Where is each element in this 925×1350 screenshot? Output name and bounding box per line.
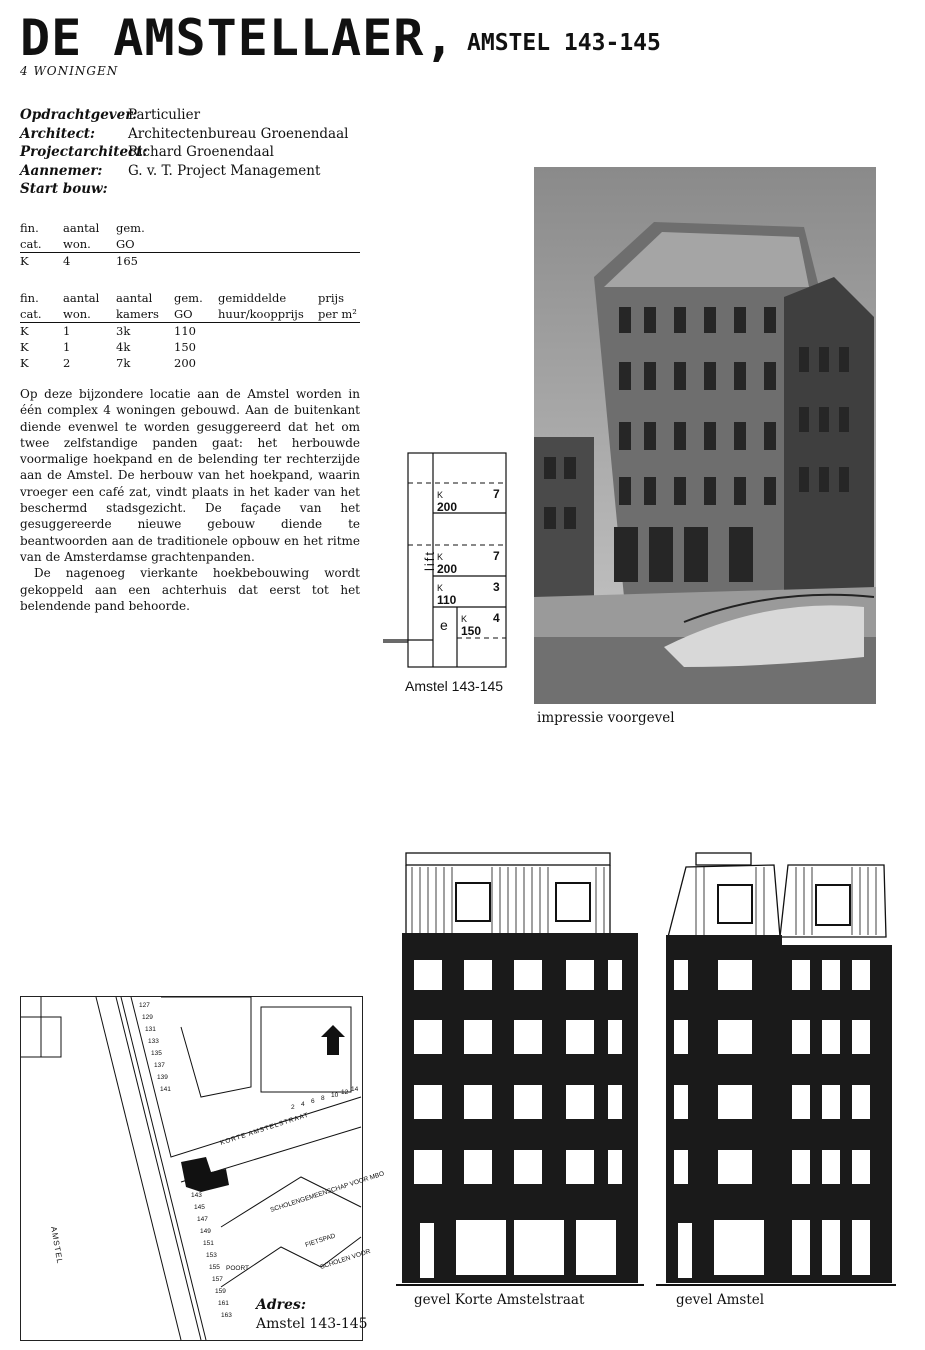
table-header bbox=[20, 220, 360, 253]
map-number: 157 bbox=[212, 1276, 223, 1283]
section-caption: Amstel 143-145 bbox=[405, 678, 504, 694]
map-school-label: SCHOLENGEMEENSCHAP VOOR MBO bbox=[269, 1170, 386, 1214]
map-number: 149 bbox=[200, 1228, 211, 1235]
header-cell: prijs per m² bbox=[318, 291, 357, 321]
map-number: 145 bbox=[194, 1204, 205, 1211]
map-number: 139 bbox=[157, 1074, 168, 1081]
map-school2-label: SCHOLEN VOOR bbox=[319, 1248, 372, 1271]
header-cell: aantal won. bbox=[63, 291, 100, 321]
map-number: 135 bbox=[151, 1050, 162, 1057]
map-number: 131 bbox=[145, 1026, 156, 1033]
description-text bbox=[20, 386, 360, 614]
map-number: 153 bbox=[206, 1252, 217, 1259]
map-number: 159 bbox=[215, 1288, 226, 1295]
map-bike-label: FIETSPAD bbox=[304, 1232, 337, 1249]
page-address: AMSTEL 143-145 bbox=[467, 30, 661, 56]
map-street-label: KORTE AMSTELSTRAAT bbox=[219, 1111, 310, 1147]
map-number: 4 bbox=[301, 1101, 305, 1108]
facade-impression-image bbox=[534, 167, 876, 704]
table-header bbox=[20, 290, 360, 323]
credits-list bbox=[20, 106, 348, 199]
entrance-label: e bbox=[440, 617, 448, 633]
header-cell: gem. GO bbox=[116, 221, 145, 251]
credit-key: Start bouw: bbox=[20, 181, 108, 197]
elevation-left-caption: gevel Korte Amstelstraat bbox=[414, 1292, 585, 1308]
map-number: 133 bbox=[148, 1038, 159, 1045]
map-number: 8 bbox=[321, 1095, 325, 1102]
header-cell: fin. cat. bbox=[20, 221, 42, 251]
photo-caption: impressie voorgevel bbox=[537, 710, 675, 726]
map-number: 141 bbox=[160, 1086, 171, 1093]
unit-rooms: 7 bbox=[493, 549, 500, 563]
summary-table bbox=[20, 220, 360, 269]
unit-cat: K bbox=[461, 614, 468, 624]
credit-key: Architect: bbox=[20, 125, 96, 142]
credit-row bbox=[20, 125, 348, 144]
unit-cat: K bbox=[437, 490, 444, 500]
unit-rooms: 3 bbox=[493, 580, 500, 594]
credit-row bbox=[20, 162, 348, 181]
credit-value: Particulier bbox=[128, 107, 201, 123]
elevation-amstel bbox=[656, 845, 896, 1290]
unit-rooms: 4 bbox=[493, 611, 500, 625]
elevation-korte-amstelstraat bbox=[396, 845, 644, 1290]
credit-key: Aannemer: bbox=[20, 162, 103, 179]
header-cell: aantal kamers bbox=[116, 291, 159, 321]
table-row: K 2 7k 200 bbox=[20, 356, 196, 370]
section-diagram bbox=[383, 450, 513, 670]
lift-label: lift bbox=[422, 550, 437, 571]
map-number: 2 bbox=[291, 1104, 295, 1111]
credit-value: Richard Groenendaal bbox=[128, 144, 274, 160]
credit-value: Architectenbureau Groenendaal bbox=[128, 125, 349, 142]
unit-cat: K bbox=[437, 583, 444, 593]
description-paragraph: De nagenoeg vierkante hoekbebouwing wordt gekoppeld aan een achterhuis dat eerst tot het belendende pand behoorde. bbox=[20, 566, 360, 613]
credit-key: Opdrachtgever: bbox=[20, 107, 138, 123]
map-number: 161 bbox=[218, 1300, 229, 1307]
unit-cat: K bbox=[437, 552, 444, 562]
map-poort-label: POORT bbox=[226, 1265, 249, 1272]
map-number: 155 bbox=[209, 1264, 220, 1271]
header-cell: gemiddelde huur/koopprijs bbox=[218, 291, 304, 321]
map-number: 14 bbox=[351, 1086, 359, 1093]
header-cell: fin. cat. bbox=[20, 291, 42, 321]
address-value: Amstel 143-145 bbox=[256, 1316, 368, 1332]
map-number: 129 bbox=[142, 1014, 153, 1021]
map-number: 137 bbox=[154, 1062, 165, 1069]
credit-row bbox=[20, 180, 348, 199]
site-map bbox=[20, 996, 386, 1341]
header-cell: aantal won. bbox=[63, 221, 100, 251]
map-river-label: AMSTEL bbox=[49, 1225, 65, 1265]
map-number: 151 bbox=[203, 1240, 214, 1247]
map-number: 163 bbox=[221, 1312, 232, 1319]
unit-size: 110 bbox=[437, 593, 457, 607]
map-number: 147 bbox=[197, 1216, 208, 1223]
table-row: K 4 165 bbox=[20, 254, 138, 268]
credit-value: G. v. T. Project Management bbox=[128, 162, 321, 179]
credit-key: Projectarchitect: bbox=[20, 144, 148, 160]
address-block bbox=[256, 1296, 368, 1334]
map-number: 12 bbox=[341, 1089, 349, 1096]
units-table bbox=[20, 290, 360, 371]
elevation-right-caption: gevel Amstel bbox=[676, 1292, 765, 1308]
map-number: 6 bbox=[311, 1098, 315, 1105]
address-label: Adres: bbox=[256, 1297, 306, 1313]
header-cell: gem. GO bbox=[174, 291, 203, 321]
map-number: 127 bbox=[139, 1002, 150, 1009]
map-number: 143 bbox=[191, 1192, 202, 1199]
credit-row bbox=[20, 143, 348, 162]
credit-row bbox=[20, 106, 348, 125]
table-row: K 1 4k 150 bbox=[20, 340, 196, 354]
unit-rooms: 7 bbox=[493, 487, 500, 501]
map-number: 10 bbox=[331, 1092, 339, 1099]
unit-size: 200 bbox=[437, 562, 458, 576]
description-paragraph: Op deze bijzondere locatie aan de Amstel worden in één complex 4 woningen gebouwd. Aan de buitenkant diende evenwel te worden gesuggereerd dat het om twee zelfstandige panden gaat: het herbouwde voormalige hoekpand en de belending ter rechterzijde aan de Amstel. De herbouw van het hoekpand, waarin vroeger een café zat, vindt plaats in het kader van het beschermd stadsgezicht. De façade van het gesuggereerde nieuwe gebouw diende te beantwoorden aan de traditionele opbouw en het ritme van de Amsterdamse grachtenpanden. bbox=[20, 387, 360, 564]
page-subtitle: 4 WONINGEN bbox=[20, 64, 119, 78]
page-title: DE AMSTELLAER, bbox=[20, 9, 456, 67]
table-row: K 1 3k 110 bbox=[20, 324, 196, 338]
unit-size: 200 bbox=[437, 500, 458, 514]
unit-size: 150 bbox=[461, 624, 482, 638]
